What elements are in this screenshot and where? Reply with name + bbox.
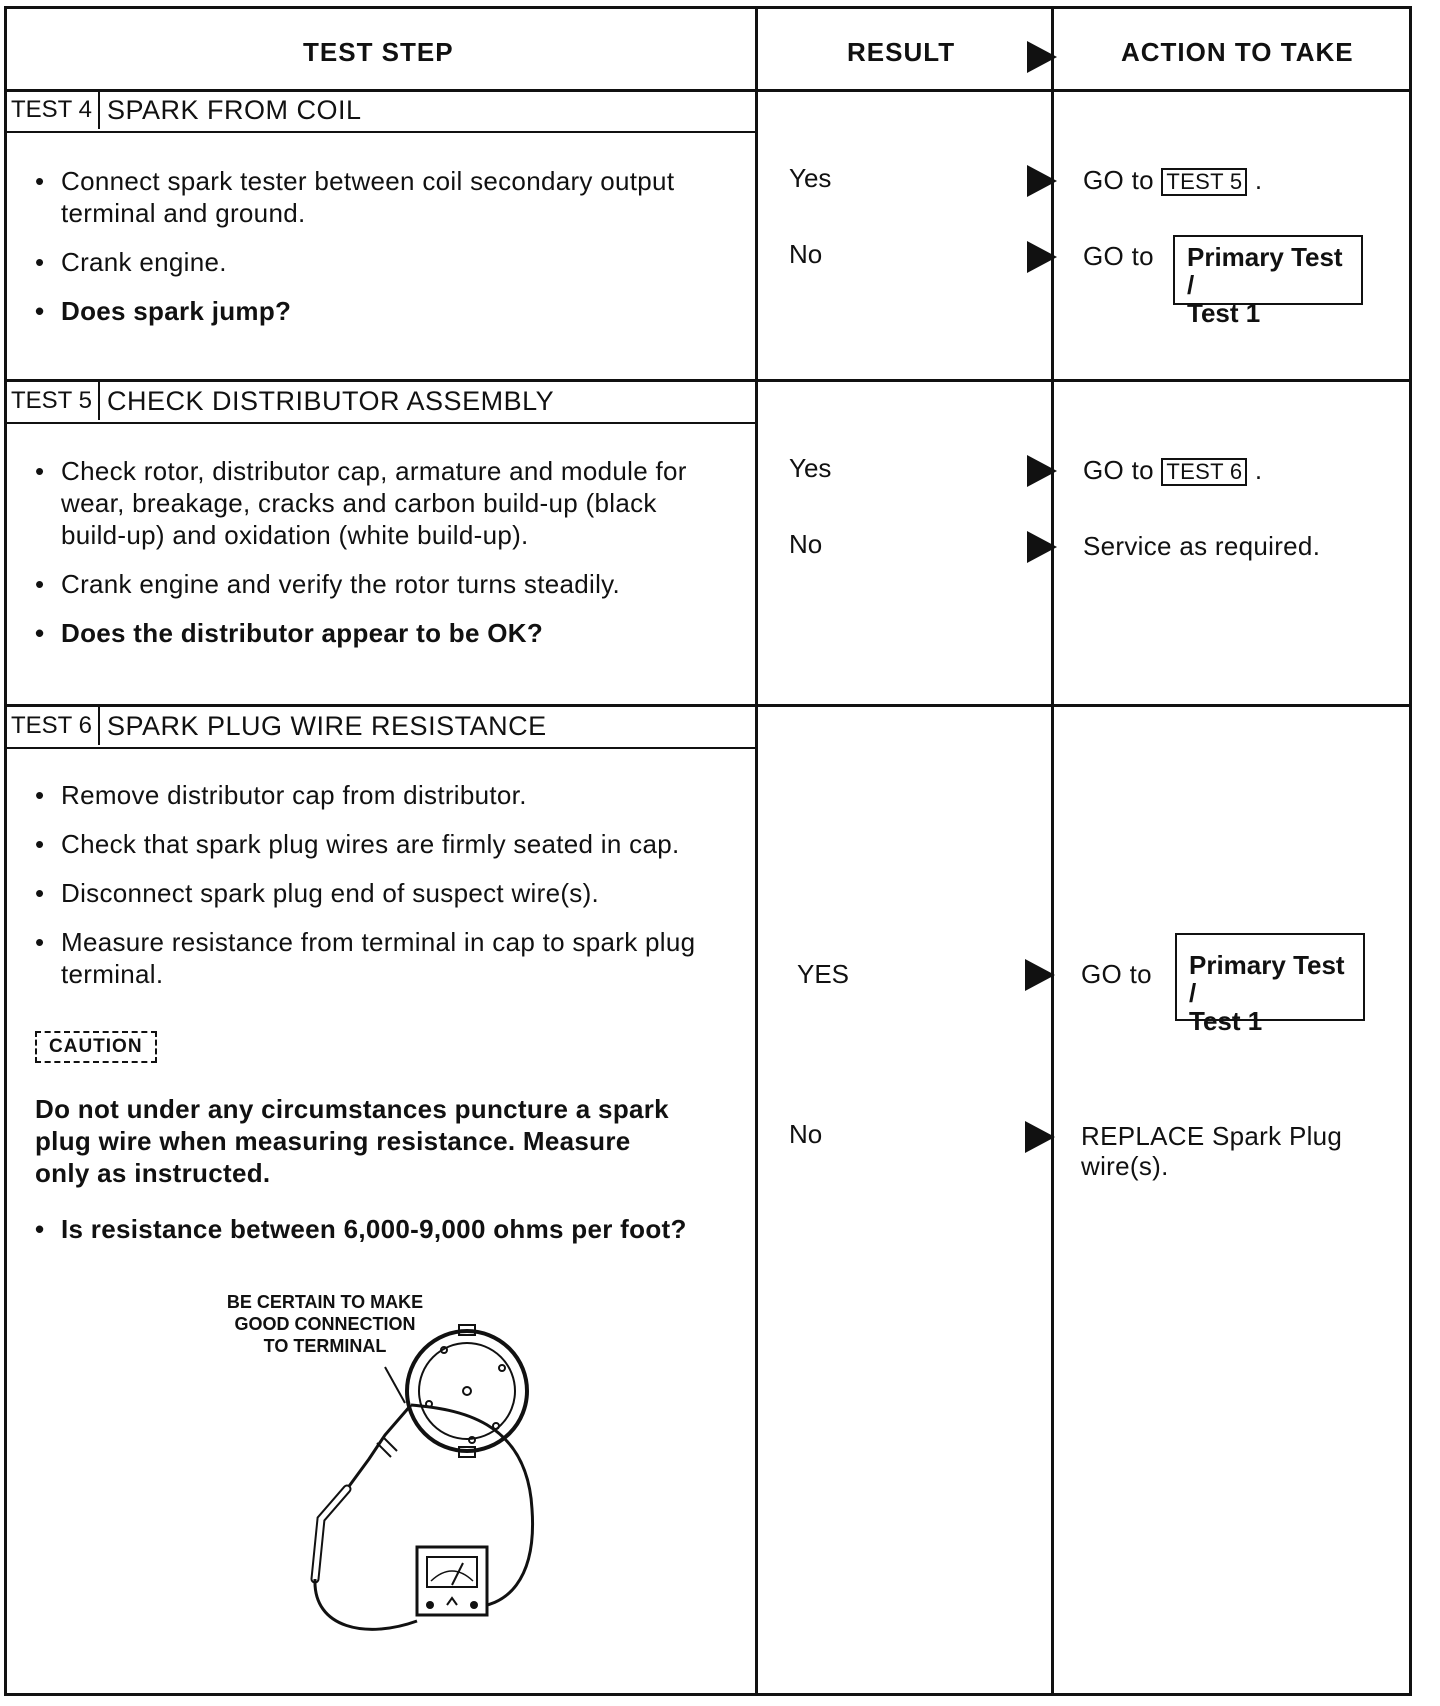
test5-title-underline: [7, 422, 755, 424]
action-suffix: .: [1254, 165, 1263, 195]
test5-steps: [33, 455, 723, 666]
test6-title-underline: [7, 747, 755, 749]
test6-question: • Is resistance between 6,000-9,000 ohms per foot?: [33, 1213, 723, 1245]
go-to-label: GO to: [1083, 165, 1154, 195]
test6-title: SPARK PLUG WIRE RESISTANCE: [107, 711, 547, 741]
test6-result-yes: YES: [797, 959, 850, 989]
test5-result-yes: Yes: [789, 453, 832, 483]
column-divider: [755, 9, 758, 1693]
arrow-icon: [1025, 1121, 1055, 1153]
header-test-step: TEST STEP: [303, 37, 454, 67]
test4-yes-action: [1083, 165, 1262, 196]
ref-line: Primary Test /: [1187, 242, 1343, 300]
ref-line: Primary Test /: [1189, 950, 1345, 1008]
caution-badge: CAUTION: [35, 1031, 157, 1063]
test5-step: • Check rotor, distributor cap, armature and module for wear, breakage, cracks and carbon build-up (black build-up) and oxidation (white build-up).: [33, 455, 723, 551]
test6-question-list: [33, 1213, 723, 1262]
test5-result-no: No: [789, 529, 823, 559]
test4-result-yes: Yes: [789, 163, 832, 193]
test5-no-action: Service as required.: [1083, 531, 1321, 561]
test5-step: • Crank engine and verify the rotor turns steadily.: [33, 568, 723, 600]
test6-steps: [33, 779, 723, 990]
test4-question: • Does spark jump?: [33, 295, 723, 327]
ref-line: Test 1: [1187, 298, 1261, 328]
test4-no-go-to: GO to: [1083, 241, 1154, 271]
test4-result-no: No: [789, 239, 823, 269]
primary-test1-reference-link[interactable]: [1173, 235, 1363, 328]
header-result: RESULT: [847, 37, 956, 67]
primary-test1-reference-link[interactable]: [1175, 933, 1365, 1036]
test5-reference-link[interactable]: TEST 5: [1161, 168, 1247, 196]
test6-tag: TEST 6: [7, 707, 100, 745]
test6-step: • Remove distributor cap from distributor.: [33, 779, 723, 811]
test4-title: SPARK FROM COIL: [107, 95, 362, 125]
ohmmeter-distributor-illustration: [307, 1309, 567, 1649]
test6-step: • Check that spark plug wires are firmly seated in cap.: [33, 828, 723, 860]
test6-yes-go-to: GO to: [1081, 959, 1152, 989]
header-action: ACTION TO TAKE: [1121, 37, 1354, 67]
test6-reference-link[interactable]: TEST 6: [1161, 458, 1247, 486]
test4-steps: [33, 165, 723, 344]
figure-caption: BE CERTAIN TO MAKE GOOD CONNECTION TO TERMINAL: [226, 1292, 424, 1356]
test5-question: • Does the distributor appear to be OK?: [33, 617, 723, 649]
diagnostic-table: [4, 6, 1412, 1696]
test4-step: • Crank engine.: [33, 246, 723, 278]
test6-no-action: REPLACE Spark Plug wire(s).: [1081, 1121, 1343, 1181]
test6-step: • Measure resistance from terminal in cap to spark plug terminal.: [33, 926, 723, 990]
header-arrow-icon: [1027, 41, 1057, 73]
test5-title: CHECK DISTRIBUTOR ASSEMBLY: [107, 386, 555, 416]
test4-title-underline: [7, 131, 755, 133]
action-suffix: .: [1254, 455, 1263, 485]
arrow-icon: [1027, 241, 1057, 273]
arrow-icon: [1025, 959, 1055, 991]
go-to-label: GO to: [1083, 455, 1154, 485]
arrow-icon: [1027, 165, 1057, 197]
test6-step: • Disconnect spark plug end of suspect wire(s).: [33, 877, 723, 909]
test4-tag: TEST 4: [7, 91, 100, 129]
test6-result-no: No: [789, 1119, 823, 1149]
test5-yes-action: [1083, 455, 1262, 486]
ref-line: Test 1: [1189, 1006, 1263, 1036]
arrow-icon: [1027, 531, 1057, 563]
caution-text: Do not under any circumstances puncture a spark plug wire when measuring resistance. Measure only as instructed.: [35, 1094, 669, 1188]
arrow-icon: [1027, 455, 1057, 487]
test5-tag: TEST 5: [7, 382, 100, 420]
test4-step: • Connect spark tester between coil secondary output terminal and ground.: [33, 165, 723, 229]
